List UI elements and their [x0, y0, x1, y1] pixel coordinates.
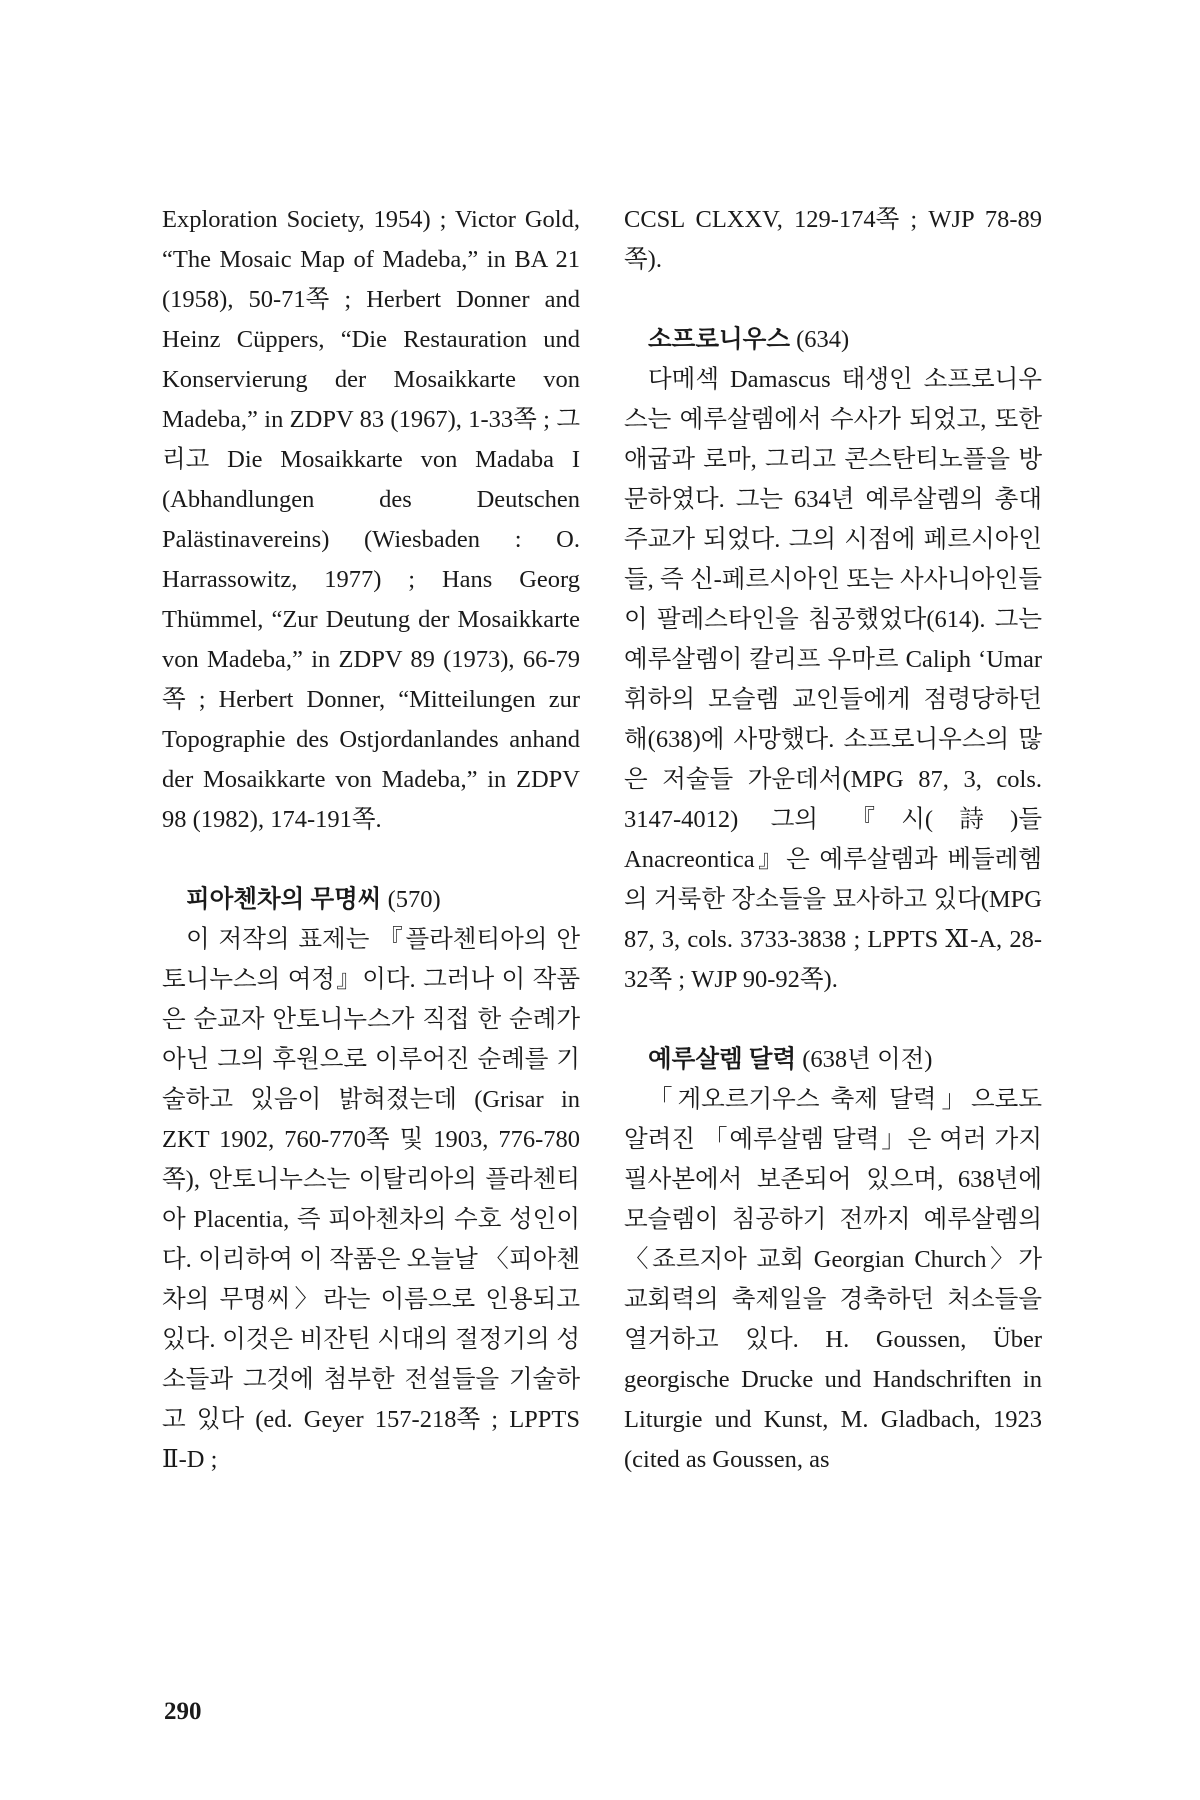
heading-title: 피아첸차의 무명씨 [186, 886, 382, 913]
heading-year: (634) [796, 326, 850, 353]
section-body-jerusalem-calendar: 「게오르기우스 축제 달력」으로도 알려진 「예루살렘 달력」은 여러 가지 필사본에서 보존되어 있으며, 638년에 모슬렘이 침공하기 전까지 예루살렘의 〈죠르지아 교회 Georgian Church〉가 교회력의 축제일을 경축하던 처소들을 열거하고 있다. H. Goussen, Über georgische Drucke und Handschriften in Liturgie und Kunst, M. Gladbach, 1923 (cited as Goussen, as [624, 1086, 1042, 1473]
section-body-sophronius: 다메섹 Damascus 태생인 소프로니우스는 예루살렘에서 수사가 되었고, 또한 애굽과 로마, 그리고 콘스탄티노플을 방문하였다. 그는 634년 예루살렘의 총대주교가 되었다. 그의 시점에 페르시아인들, 즉 신-페르시아인 또는 사사니아인들이 팔레스타인을 침공했었다(614). 그는 예루살렘이 칼리프 우마르 Caliph ‘Umar 휘하의 모슬렘 교인들에게 점령당하던 해(638)에 사망했다. 소프로니우스의 많은 저술들 가운데서(MPG 87, 3, cols. 3147-4012) 그의 『시(詩)들 Anacreontica』은 예루살렘과 베들레헴의 거룩한 장소들을 묘사하고 있다(MPG 87, 3, cols. 3733-3838 ; LPPTS Ⅺ-A, 28-32쪽 ; WJP 90-92쪽). [624, 366, 1042, 993]
heading-year: (638년 이전) [802, 1046, 933, 1073]
bibliography-continuation-right: CCSL CLXXV, 129-174쪽 ; WJP 78-89쪽). [624, 206, 1042, 273]
heading-title: 소프로니우스 [648, 326, 791, 353]
section-heading-piacenza [162, 880, 580, 920]
section-body-piacenza: 이 저작의 표제는 『플라첸티아의 안토니누스의 여정』이다. 그러나 이 작품은 순교자 안토니누스가 직접 한 순례가 아닌 그의 후원으로 이루어진 순례를 기술하고 있음이 밝혀졌는데 (Grisar in ZKT 1902, 760-770쪽 및 1903, 776-780쪽), 안토니누스는 이탈리아의 플라첸티아 Placentia, 즉 피아첸차의 수호 성인이다. 이리하여 이 작품은 오늘날 〈피아첸차의 무명씨〉라는 이름으로 인용되고 있다. 이것은 비잔틴 시대의 절정기의 성소들과 그것에 첨부한 전설들을 기술하고 있다 (ed. Geyer 157-218쪽 ; LPPTS Ⅱ-D ; [162, 926, 580, 1473]
right-column [624, 200, 1042, 1480]
section-heading-jerusalem-calendar [624, 1040, 1042, 1080]
bibliography-continuation: Exploration Society, 1954) ; Victor Gold, “The Mosaic Map of Madeba,” in BA 21 (1958), 50-71쪽 ; Herbert Donner and Heinz Cüppers, “Die Restauration und Konservierung der Mosaikkarte von Madeba,” in ZDPV 83 (1967), 1-33쪽 ; 그리고 Die Mosaikkarte von Madaba I (Abhandlungen des Deutschen Palästinavereins) (Wiesbaden : O. Harrassowitz, 1977) ; Hans Georg Thümmel, “Zur Deutung der Mosaikkarte von Madeba,” in ZDPV 89 (1973), 66-79쪽 ; Herbert Donner, “Mitteilungen zur Topographie des Ostjordanlandes anhand der Mosaikkarte von Madeba,” in ZDPV 98 (1982), 174-191쪽. [162, 206, 580, 833]
heading-title: 예루살렘 달력 [648, 1046, 797, 1073]
section-heading-sophronius [624, 320, 1042, 360]
left-column [162, 200, 580, 1480]
heading-year: (570) [387, 886, 441, 913]
page-number: 290 [164, 1698, 202, 1725]
